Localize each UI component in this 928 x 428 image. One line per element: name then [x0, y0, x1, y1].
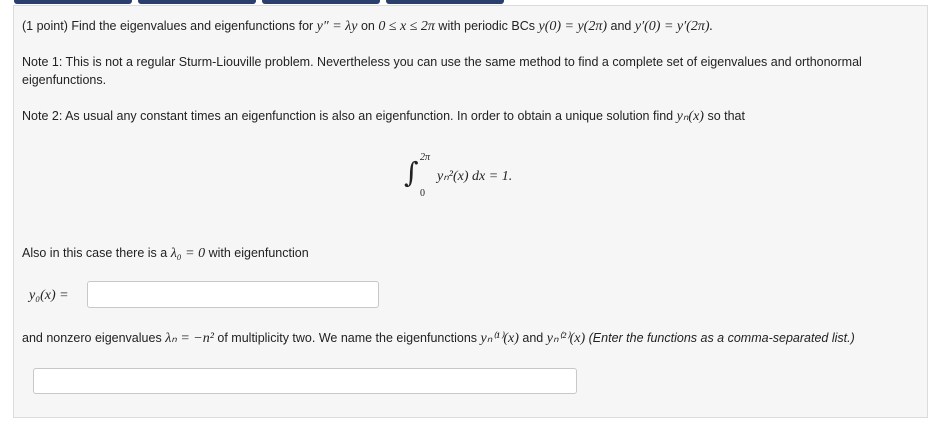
yn1-math: yₙ⁽¹⁾(x) [480, 331, 519, 346]
y0-label-math: y₀(x) = [29, 288, 69, 303]
also-text: Also in this case there is a [22, 246, 168, 260]
tab-indicator[interactable] [138, 0, 256, 4]
tab-indicator[interactable] [14, 0, 132, 4]
note2 [22, 107, 745, 126]
nonzero-text: and nonzero eigenvalues [22, 331, 162, 345]
lambdan-math: λₙ = −n² [165, 331, 214, 346]
tab-indicator[interactable] [262, 0, 380, 4]
top-tab-strip [14, 0, 514, 4]
lambda0-math: λ₀ = 0 [170, 246, 206, 261]
also-after-text: with eigenfunction [208, 246, 309, 260]
note1-line1: Note 1: This is not a regular Sturm-Liouville problem. Nevertheless you can use the same method to find a complete set of eigenvalues and orthonormal [22, 55, 862, 69]
nonzero-statement [22, 329, 855, 348]
intro-text: Find the eigenvalues and eigenfunctions for [71, 19, 314, 33]
nonzero-and-text: and [522, 331, 544, 345]
y0-label [29, 286, 69, 305]
integral-sign: ∫ [404, 156, 419, 189]
instruction-text: (Enter the functions as a comma-separated list.) [588, 331, 855, 345]
note2-fn-math: yₙ(x) [676, 109, 704, 124]
integral-lower-limit: 0 [420, 188, 425, 199]
integral-body: yₙ²(x) dx = 1. [437, 169, 513, 184]
note2-after-text: so that [707, 109, 745, 123]
and-text: and [610, 19, 632, 33]
y0-answer-input[interactable] [87, 281, 379, 308]
domain-math: 0 ≤ x ≤ 2π [378, 19, 435, 34]
normalization-integral [400, 152, 560, 202]
ode-math: y″ = λy [316, 19, 358, 34]
note1-line2: eigenfunctions. [22, 73, 107, 87]
tab-indicator[interactable] [386, 0, 504, 4]
points-label: (1 point) [22, 19, 68, 33]
bc1-math: y(0) = y(2π) [538, 19, 608, 34]
bc2-math: y′(0) = y′(2π). [634, 19, 714, 34]
problem-statement [22, 17, 713, 36]
eigenfunctions-answer-input[interactable] [33, 368, 577, 394]
note2-text: Note 2: As usual any constant times an eigenfunction is also an eigenfunction. In order to obtain a unique solution find [22, 109, 674, 123]
yn2-math: yₙ⁽²⁾(x) [546, 331, 586, 346]
on-text: on [360, 19, 375, 33]
lambda0-statement [22, 244, 309, 263]
with-text: with periodic BCs [438, 19, 535, 33]
integral-upper-limit: 2π [420, 152, 431, 163]
nonzero-mid-text: of multiplicity two. We name the eigenfunctions [217, 331, 478, 345]
